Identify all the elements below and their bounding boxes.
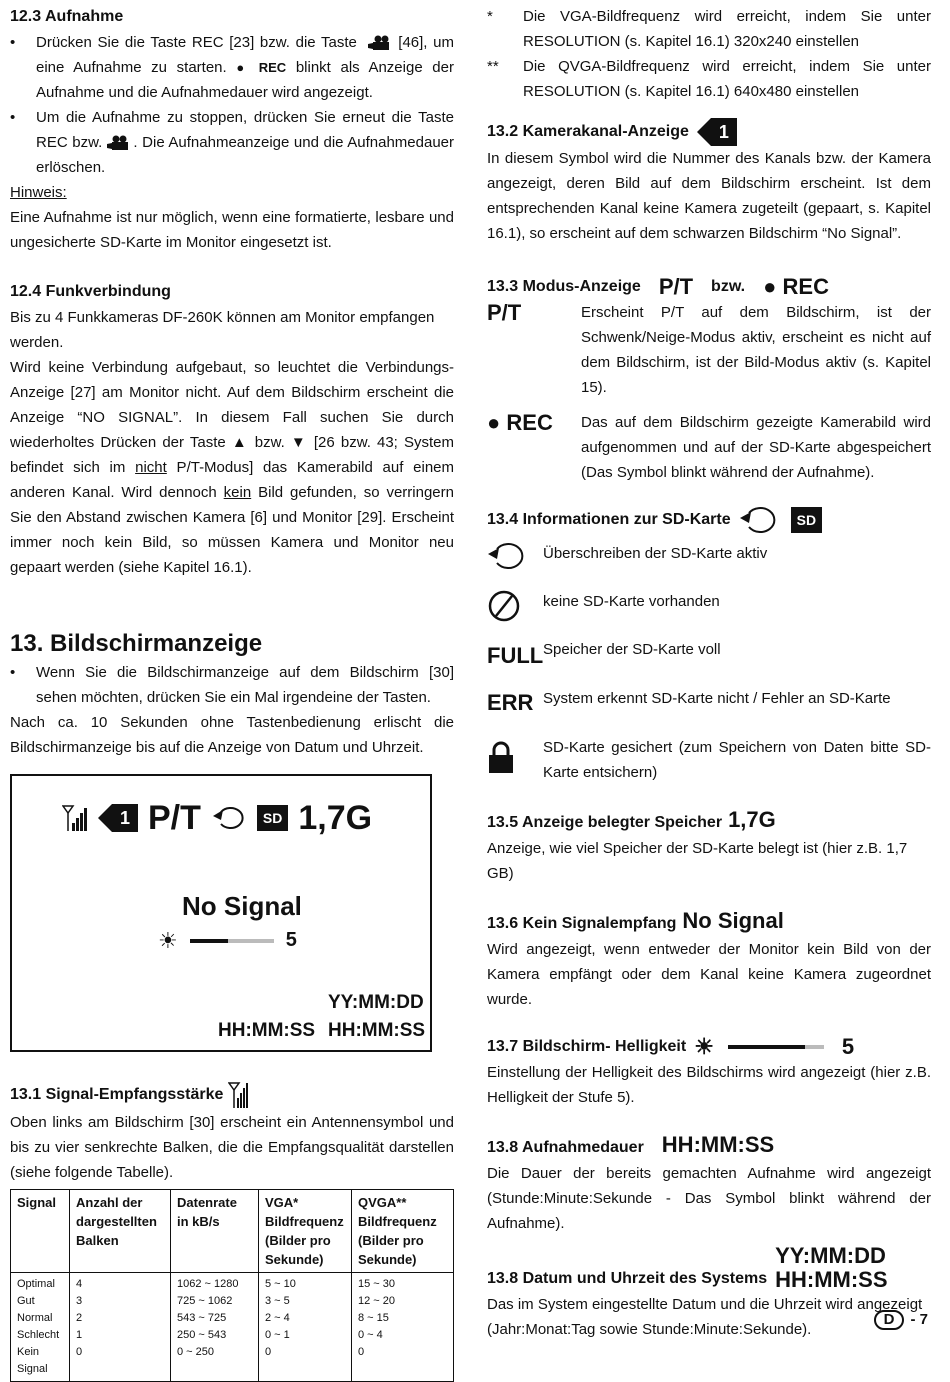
table-header: Anzahl der dargestellten Balken (70, 1190, 171, 1273)
language-badge: D (874, 1310, 905, 1330)
text: kein (223, 484, 252, 501)
overwrite-icon (487, 541, 527, 571)
sd-row-overwrite (487, 541, 931, 571)
brightness-bar (728, 1045, 824, 1049)
table-header: Datenrate in kB/s (171, 1190, 259, 1273)
paragraph: Einstellung der Helligkeit des Bildschirms wird angezeigt (hier z.B. Helligkeit der Stufe 5). (487, 1064, 931, 1106)
text: [46], um eine Aufnahme zu starten. (36, 34, 454, 76)
no-signal-tag: No Signal (682, 908, 784, 933)
heading-13-1 (10, 1080, 454, 1110)
osd-system-time: HH:MM:SS (328, 1020, 426, 1041)
page-number: - 7 (910, 1311, 928, 1328)
paragraph: Oben links am Bildschirm [30] erscheint ein Antennensymbol und bis zu vier senkrechte Balken, die die Empfangsqualität darstellen (siehe folgende Tabelle). (10, 1114, 454, 1181)
bzw-text: bzw. (711, 278, 746, 295)
brightness-row (158, 928, 297, 953)
camera-icon (363, 35, 393, 51)
paragraph: keine SD-Karte vorhanden (543, 593, 720, 610)
paragraph: Die Dauer der bereits gemachten Aufnahme wird angezeigt (Stunde:Minute:Sekunde - Das Symbol blinkt während der Aufnahme). (487, 1165, 931, 1232)
sun-icon: ☀ (694, 1034, 714, 1059)
table-header: QVGA** Bildfrequenz (Bilder pro Sekunde) (352, 1190, 454, 1273)
footnote-text: Die QVGA-Bildfrequenz wird erreicht, indem Sie unter RESOLUTION (s. Kapitel 16.1) 640x480 einstellen (523, 58, 931, 100)
footnote-qvga (487, 54, 931, 104)
brightness-bar-fill (728, 1045, 805, 1049)
no-signal-text: No Signal (182, 891, 302, 921)
paragraph: Erscheint P/T auf dem Bildschirm, ist der Schwenk/Neige-Modus aktiv, erscheint es nicht auf dem Bildschirm, ist der Bild-Modus aktiv (s. Kapitel 15). (581, 304, 931, 396)
signal-table (10, 1189, 454, 1382)
text: 13.8 Aufnahmedauer (487, 1139, 644, 1156)
text: P/T-Modus] das Kamerabild auf einem anderen Kanal. Wird dennoch (10, 459, 454, 501)
heading-13-8-datetime (487, 1244, 931, 1292)
page-footer (874, 1307, 928, 1332)
storage-indicator: 1,7G (298, 799, 373, 837)
paragraph: Das im System eingestellte Datum und die Uhrzeit wird angezeigt (Jahr:Monat:Tag sowie Stunde:Minute:Sekunde). (487, 1296, 923, 1338)
pt-tag: P/T (658, 274, 694, 299)
pt-tag: P/T (487, 300, 522, 325)
text: blinkt als Anzeige der Aufnahme und die Aufnahmedauer wird angezeigt. (36, 59, 454, 101)
bullet-show-osd: • Wenn Sie die Bildschirmanzeige auf dem Bildschirm [30] sehen möchten, drücken Sie ein Mal irgendeine der Tasten. (10, 660, 454, 710)
table-header: VGA* Bildfrequenz (Bilder pro Sekunde) (259, 1190, 352, 1273)
heading-13-5 (487, 807, 931, 836)
err-tag: ERR (487, 690, 534, 715)
pt-indicator: P/T (148, 799, 201, 837)
text: nicht (135, 459, 167, 476)
table-cell: 1062 ~ 1280 725 ~ 1062 543 ~ 725 250 ~ 543 0 ~ 250 (171, 1273, 259, 1382)
paragraph: Überschreiben der SD-Karte aktiv (543, 545, 768, 562)
footnote-vga (487, 4, 931, 54)
text: 13.1 Signal-Empfangsstärke (10, 1086, 224, 1104)
paragraph: System erkennt SD-Karte nicht / Fehler an SD-Karte (543, 690, 891, 707)
bullet-start-recording (10, 30, 454, 105)
time-tag: HH:MM:SS (775, 1267, 888, 1292)
bullet-stop-recording (10, 105, 454, 180)
heading-13-4 (487, 505, 931, 535)
osd-recording-time: HH:MM:SS (218, 1020, 316, 1041)
paragraph: Das auf dem Bildschirm gezeigte Kamerabild wird aufgenommen und auf der SD-Karte abgespeichert (Das Symbol blinkt während der Aufnahme). (581, 414, 931, 481)
left-column (10, 4, 454, 1382)
table-header-row (11, 1190, 454, 1273)
table-cell: Optimal Gut Normal Schlecht Kein Signal (11, 1273, 70, 1382)
channel-indicator: 1 (697, 118, 737, 146)
sun-icon: ☀ (158, 928, 178, 953)
paragraph: Anzeige, wie viel Speicher der SD-Karte belegt ist (hier z.B. 1,7 GB) (487, 840, 908, 882)
text: 13.6 Kein Signalempfang (487, 915, 677, 932)
sd-row-locked (487, 735, 931, 785)
brightness-value: 5 (841, 1034, 855, 1059)
right-column (487, 4, 931, 1342)
osd-date: YY:MM:DD (328, 992, 424, 1013)
osd-example-screen (10, 774, 432, 1052)
hint-text: Eine Aufnahme ist nur möglich, wenn eine formatierte, lesbare und ungesicherte SD-Karte im Monitor eingesetzt ist. (10, 209, 454, 251)
rec-tag: ● REC (487, 410, 553, 435)
sd-row-err (487, 686, 931, 715)
storage-tag: 1,7G (728, 807, 776, 832)
text: . Die Aufnahmeanzeige und die Aufnahmedauer erlöschen. (36, 134, 455, 176)
footnote-text: Die VGA-Bildfrequenz wird erreicht, indem Sie unter RESOLUTION (s. Kapitel 16.1) 320x240 einstellen (523, 8, 931, 50)
heading-12-4: 12.4 Funkverbindung (10, 283, 171, 300)
mode-row-rec (487, 410, 931, 485)
channel-indicator: 1 (98, 804, 138, 832)
table-cell: 15 ~ 30 12 ~ 20 8 ~ 15 0 ~ 4 0 (352, 1273, 454, 1382)
brightness-bar-fill (190, 939, 228, 943)
heading-13-8-duration (487, 1132, 931, 1161)
text: REC (782, 274, 829, 299)
duration-tag: HH:MM:SS (661, 1132, 775, 1157)
brightness-bar (190, 939, 274, 943)
sd-row-full (487, 637, 931, 668)
date-tag: YY:MM:DD (775, 1243, 886, 1268)
paragraph: Bis zu 4 Funkkameras DF-260K können am Monitor empfangen werden. (10, 309, 435, 351)
antenna-signal-icon (228, 1080, 250, 1110)
text: 13.4 Informationen zur SD-Karte (487, 511, 731, 528)
rec-tag: ● REC (763, 274, 829, 299)
text: Um die Aufnahme zu stoppen, drücken Sie erneut die Taste REC bzw. (36, 109, 454, 151)
overwrite-icon (737, 505, 779, 535)
lock-icon (487, 741, 515, 775)
heading-13-2 (487, 118, 931, 146)
heading-13-7 (487, 1034, 931, 1060)
paragraph: Wird angezeigt, wenn entweder der Monitor kein Bild von der Kamera empfängt oder dem Kanal keine Kamera zugeordnet wurde. (487, 941, 931, 1008)
table-cell: 5 ~ 10 3 ~ 5 2 ~ 4 0 ~ 1 0 (259, 1273, 352, 1382)
paragraph: Speicher der SD-Karte voll (543, 641, 721, 658)
sd-row-nocard (487, 589, 931, 623)
heading-12-3: 12.3 Aufnahme (10, 8, 124, 25)
text: Drücken Sie die Taste REC [23] bzw. die Taste (36, 34, 357, 51)
datetime-tags (775, 1244, 887, 1292)
table-row (11, 1273, 454, 1382)
heading-13-6 (487, 908, 931, 937)
paragraph: Nach ca. 10 Sekunden ohne Tastenbedienung erlischt die Bildschirmanzeige bis auf die Anzeige von Datum und Uhrzeit. (10, 714, 454, 756)
footnote-mark: ** (487, 58, 499, 75)
overwrite-icon (211, 804, 247, 832)
sd-card-icon: SD (791, 507, 822, 533)
footnote-mark: * (487, 8, 493, 25)
osd-top-row (62, 800, 372, 836)
camera-icon (107, 135, 129, 151)
text: REC (506, 410, 553, 435)
rec-label: REC (258, 60, 287, 75)
heading-13: 13. Bildschirmanzeige (10, 630, 263, 657)
text: 13.3 Modus-Anzeige (487, 278, 641, 295)
brightness-value: 5 (285, 929, 297, 951)
hint-label: Hinweis: (10, 184, 67, 201)
paragraph (10, 355, 454, 580)
text: 13.5 Anzeige belegter Speicher (487, 814, 723, 831)
table-header: Signal (11, 1190, 70, 1273)
text: 13.2 Kamerakanal-Anzeige (487, 123, 689, 140)
table-cell: 4 3 2 1 0 (70, 1273, 171, 1382)
rec-indicator: ● REC (236, 60, 287, 75)
text: 13.7 Bildschirm- Helligkeit (487, 1038, 687, 1055)
text: 13.8 Datum und Uhrzeit des Systems (487, 1270, 768, 1287)
full-tag: FULL (487, 643, 544, 668)
no-card-icon (487, 589, 521, 623)
paragraph: In diesem Symbol wird die Nummer des Kanals bzw. der Kamera angezeigt, deren Bild auf dem Bildschirm erscheint. Ist dem entsprechenden Kanal keine Kamera zugeteilt (gepaart, s. Kapitel 16.1), so erscheint auf dem schwarzen Bildschirm “No Signal”. (487, 150, 931, 242)
sd-card-icon: SD (257, 805, 288, 831)
text: Wird keine Verbindung aufgebaut, so leuchtet die Verbindungs-Anzeige [27] am Monitor nicht. Auf dem Bildschirm erscheint die Anzeige “NO SIGNAL”. In diesem Fall suchen Sie durch wiederholtes Drücken der Taste ▲ bzw. ▼ [26 bzw. 43; System befindet sich im (10, 359, 454, 476)
paragraph: SD-Karte gesichert (zum Speichern von Daten bitte SD-Karte entsichern) (543, 739, 931, 781)
heading-13-3 (487, 274, 931, 300)
mode-row-pt (487, 300, 931, 400)
text: Bild gefunden, so verringern Sie den Abstand zwischen Kamera [6] und Monitor [29]. Erscheint immer noch kein Bild, so müssen Kamera und Monitor neu gepaart werden (siehe Kapitel 16.1). (10, 484, 454, 576)
antenna-signal-icon (62, 803, 88, 833)
